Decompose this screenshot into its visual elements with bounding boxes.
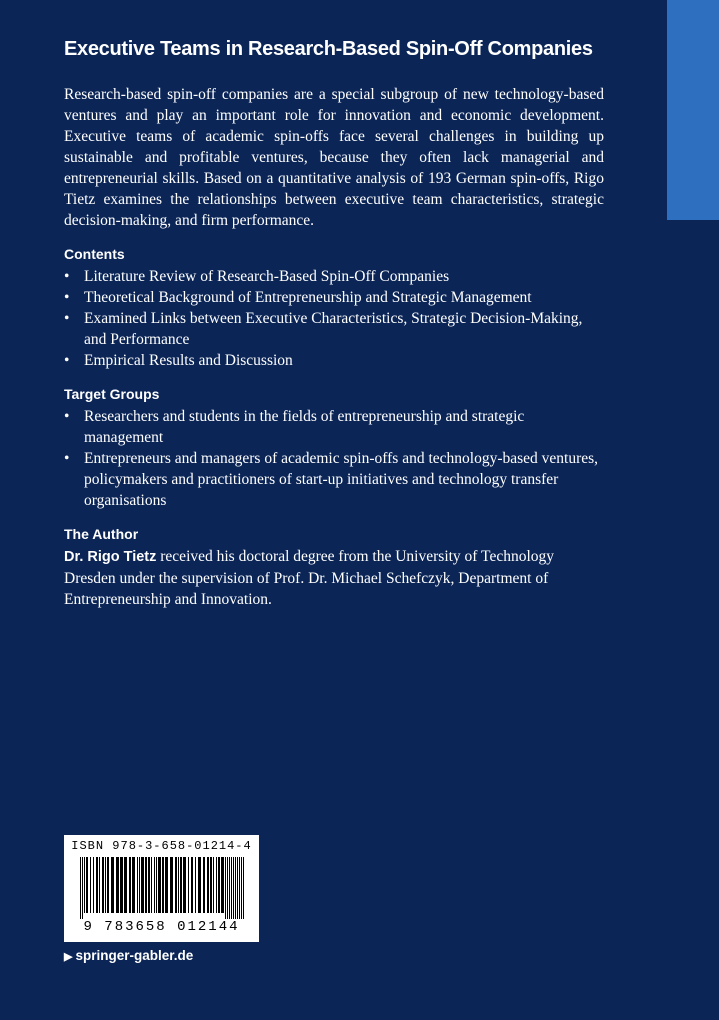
barcode-guard-bar [243, 857, 244, 919]
bullet-icon: • [64, 450, 70, 467]
book-description: Research-based spin-off companies are a special subgroup of new technology-based ventures and play an important role for innovation and economic development. Executive teams of academic spin-offs face several challenges in building up sustainable and profitable ventures, because they often lack managerial and entrepreneurial skills. Based on a quantitative analysis of 193 German spin-offs, Rigo Tietz examines the relationships between executive team characteristics, strategic decision-making, and firm performance. [64, 86, 604, 229]
barcode-guard-bar [80, 857, 81, 919]
barcode-bar [156, 857, 157, 913]
barcode-bar [158, 857, 161, 913]
list-item: • Entrepreneurs and managers of academic spin-offs and technology-based ventures, policymakers and practitioners of start-up initiatives and technology transfer organisations [64, 450, 599, 509]
barcode-bar [148, 857, 150, 913]
barcode-bar [111, 857, 114, 913]
barcode-bar [90, 857, 91, 913]
barcode-bar [162, 857, 164, 913]
isbn-barcode [64, 835, 259, 942]
bullet-icon: • [64, 310, 70, 327]
barcode-bar [93, 857, 94, 913]
barcode-guard-bar [225, 857, 226, 919]
bullet-icon: • [64, 352, 70, 369]
barcode-guard-bar [233, 857, 234, 919]
publisher-url: springer-gabler.de [75, 948, 194, 963]
barcode-bar [132, 857, 135, 913]
barcode-bar [191, 857, 193, 913]
barcode-bar [145, 857, 147, 913]
barcode-bar [137, 857, 138, 913]
contents-list [64, 266, 604, 371]
barcode-bar [116, 857, 119, 913]
barcode-bar [141, 857, 144, 913]
barcode-bar [96, 857, 98, 913]
barcode-bar [183, 857, 186, 913]
publisher-link[interactable] [64, 948, 193, 963]
author-name: Dr. Rigo Tietz [64, 549, 157, 565]
barcode-bar [165, 857, 168, 913]
author-heading: The Author [64, 526, 139, 542]
barcode-bar [221, 857, 224, 913]
barcode-guard-bar [231, 857, 232, 919]
arrow-right-icon: ▶ [64, 951, 73, 963]
barcode-bar [175, 857, 177, 913]
barcode-bar [180, 857, 182, 913]
target-groups-heading: Target Groups [64, 386, 160, 402]
barcode-guard-bar [239, 857, 240, 919]
barcode-bar [198, 857, 201, 913]
list-item: • Examined Links between Executive Characteristics, Strategic Decision-Making, and Performance [64, 310, 583, 348]
barcode-bar [203, 857, 205, 913]
barcode-bar [188, 857, 189, 913]
barcode-bar [105, 857, 106, 913]
barcode-bar [124, 857, 127, 913]
barcode-bar [84, 857, 85, 913]
isbn-label: ISBN 978-3-658-01214-4 [71, 839, 252, 853]
barcode-guard-bar [229, 857, 230, 919]
author-bio [64, 546, 604, 610]
barcode-bar [216, 857, 217, 913]
barcode-bar [213, 857, 214, 913]
barcode-bar [139, 857, 140, 913]
barcode-bar [207, 857, 209, 913]
list-item: • Researchers and students in the fields of entrepreneurship and strategic management [64, 408, 525, 446]
barcode-guard-bar [237, 857, 238, 919]
barcode-digits: 9 783658 012144 [83, 919, 240, 935]
barcode-bar [107, 857, 109, 913]
barcode-bar [178, 857, 179, 913]
barcode-bar [86, 857, 88, 913]
spine-color-band [667, 0, 719, 220]
barcode-guard-bar [227, 857, 228, 919]
barcode-bar [170, 857, 173, 913]
bullet-icon: • [64, 289, 70, 306]
barcode-guard-bar [235, 857, 236, 919]
barcode-bar [218, 857, 220, 913]
barcode-bar [151, 857, 152, 913]
bullet-icon: • [64, 268, 70, 285]
barcode-bar [154, 857, 155, 913]
list-item: • Empirical Results and Discussion [64, 352, 293, 369]
list-item: • Literature Review of Research-Based Spin-Off Companies [64, 268, 450, 285]
barcode-bar [120, 857, 123, 913]
list-item: • Theoretical Background of Entrepreneurship and Strategic Management [64, 289, 532, 306]
barcode-guard-bar [241, 857, 242, 919]
contents-heading: Contents [64, 246, 125, 262]
author-bio-text: received his doctoral degree from the University of Technology Dresden under the supervision of Prof. Dr. Michael Schefczyk, Department of Entrepreneurship and Innovation. [64, 548, 555, 608]
bullet-icon: • [64, 408, 70, 425]
back-cover-content [64, 36, 604, 610]
barcode-bar [129, 857, 131, 913]
barcode-guard-bar [82, 857, 83, 919]
book-title: Executive Teams in Research-Based Spin-Off Companies [64, 38, 593, 60]
barcode-bars [78, 857, 246, 919]
barcode-bar [102, 857, 104, 913]
barcode-bar [99, 857, 100, 913]
target-groups-list [64, 406, 604, 511]
barcode-bar [210, 857, 212, 913]
barcode-bar [195, 857, 196, 913]
